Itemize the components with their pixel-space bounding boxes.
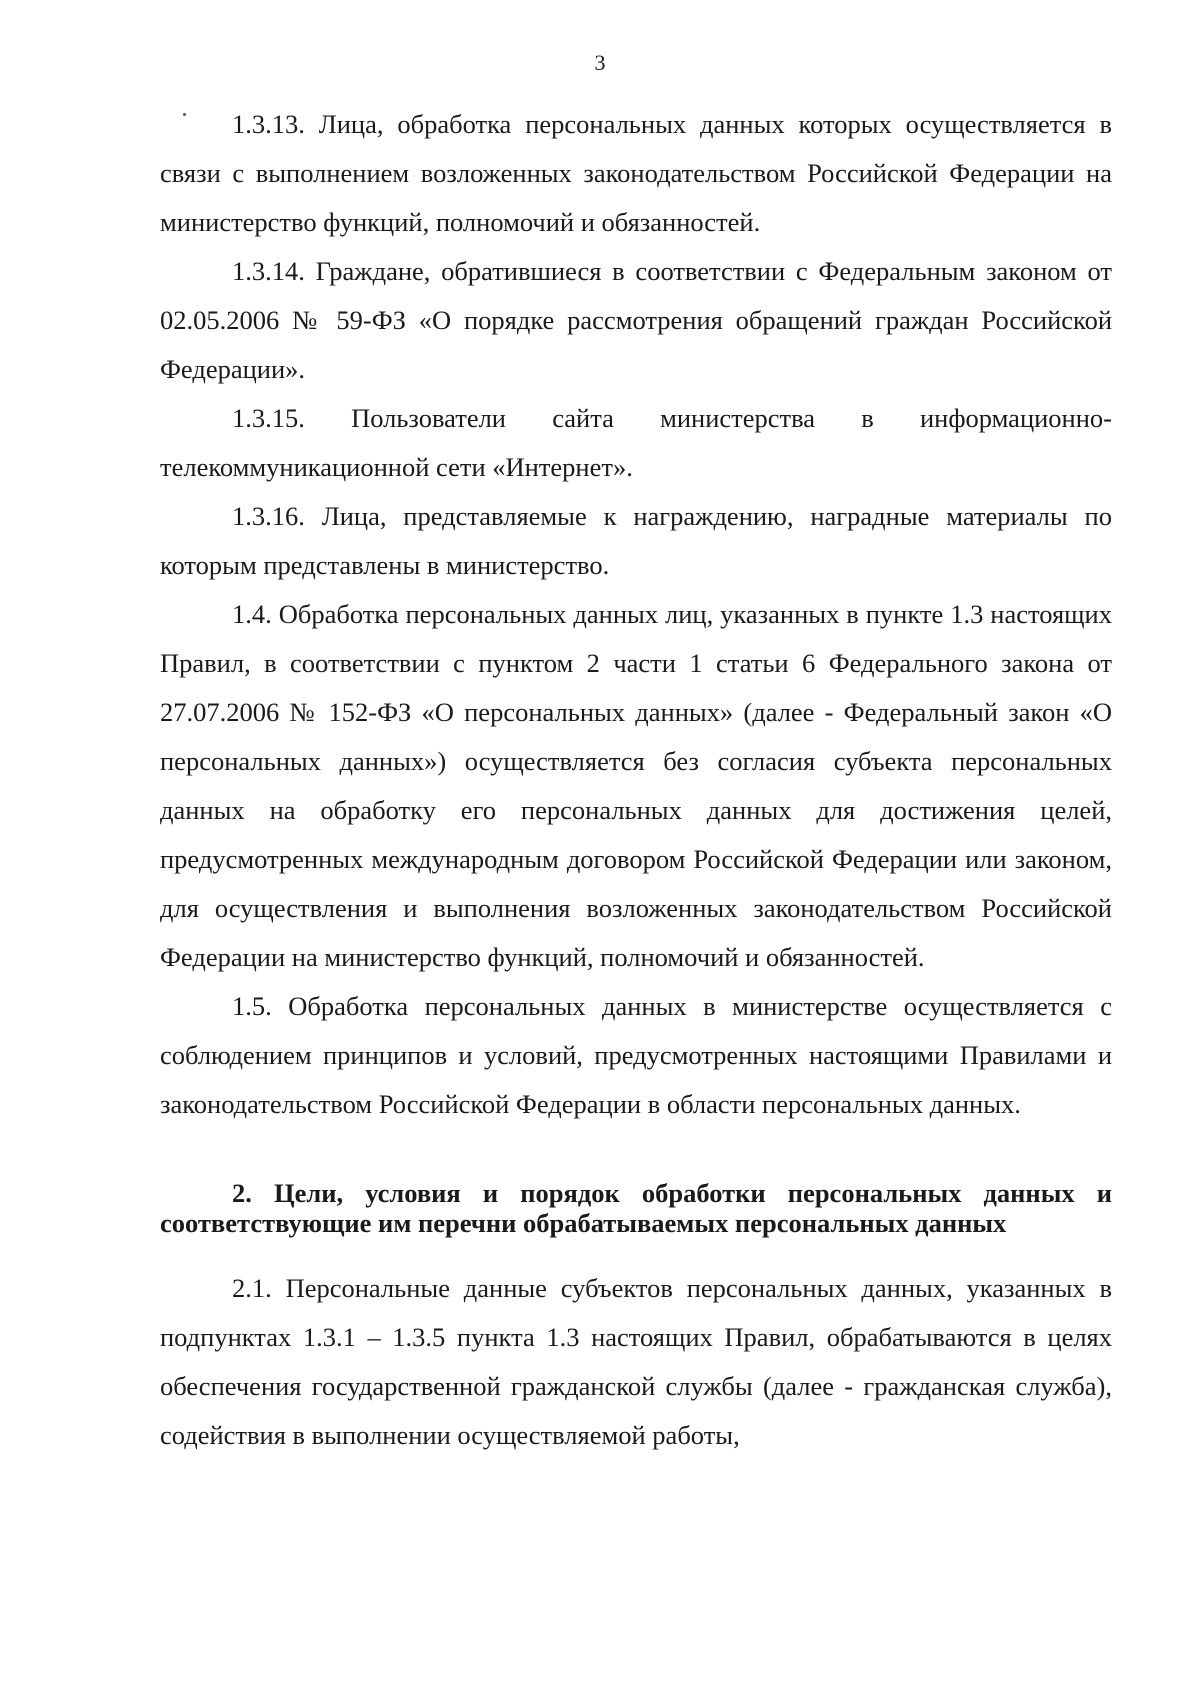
paragraph-2-1: 2.1. Персональные данные субъектов персональных данных, указанных в подпунктах 1.3.1 – 1.3.5 пункта 1.3 настоящих Правил, обрабатываются в целях обеспечения государственной гражданской службы (далее - гражданская служба), содействия в выполнении осуществляемой работы,	[160, 1273, 1112, 1450]
paragraph-1-4: 1.4. Обработка персональных данных лиц, указанных в пункте 1.3 настоящих Правил, в соответствии с пунктом 2 части 1 статьи 6 Федерального закона от 27.07.2006 № 152-ФЗ «О персональных данных» (далее - Федеральный закон «О персональных данных») осуществляется без согласия субъекта персональных данных на обработку его персональных данных для достижения целей, предусмотренных международным договором Российской Федерации или законом, для осуществления и выполнения возложенных законодательством Российской Федерации на министерство функций, полномочий и обязанностей.	[160, 599, 1112, 972]
paragraph-1-3-14: 1.3.14. Граждане, обратившиеся в соответствии с Федеральным законом от 02.05.2006 № 59-ФЗ «О порядке рассмотрения обращений граждан Российской Федерации».	[160, 256, 1112, 384]
paragraph-1-3-13: 1.3.13. Лица, обработка персональных данных которых осуществляется в связи с выполнением возложенных законодательством Российской Федерации на министерство функций, полномочий и обязанностей.	[160, 109, 1112, 237]
paragraph-1-5: 1.5. Обработка персональных данных в министерстве осуществляется с соблюдением принципов и условий, предусмотренных настоящими Правилами и законодательством Российской Федерации в области персональных данных.	[160, 991, 1112, 1119]
document-body	[160, 100, 1112, 1460]
paragraph-1-3-15: 1.3.15. Пользователи сайта министерства в информационно-телекоммуникационной сети «Интернет».	[160, 403, 1112, 482]
page-number: 3	[594, 50, 606, 75]
section-heading-2: 2. Цели, условия и порядок обработки персональных данных и соответствующие им перечни обрабатываемых персональных данных	[160, 1178, 1112, 1238]
paragraph-1-3-16: 1.3.16. Лица, представляемые к награждению, наградные материалы по которым представлены в министерство.	[160, 501, 1112, 580]
